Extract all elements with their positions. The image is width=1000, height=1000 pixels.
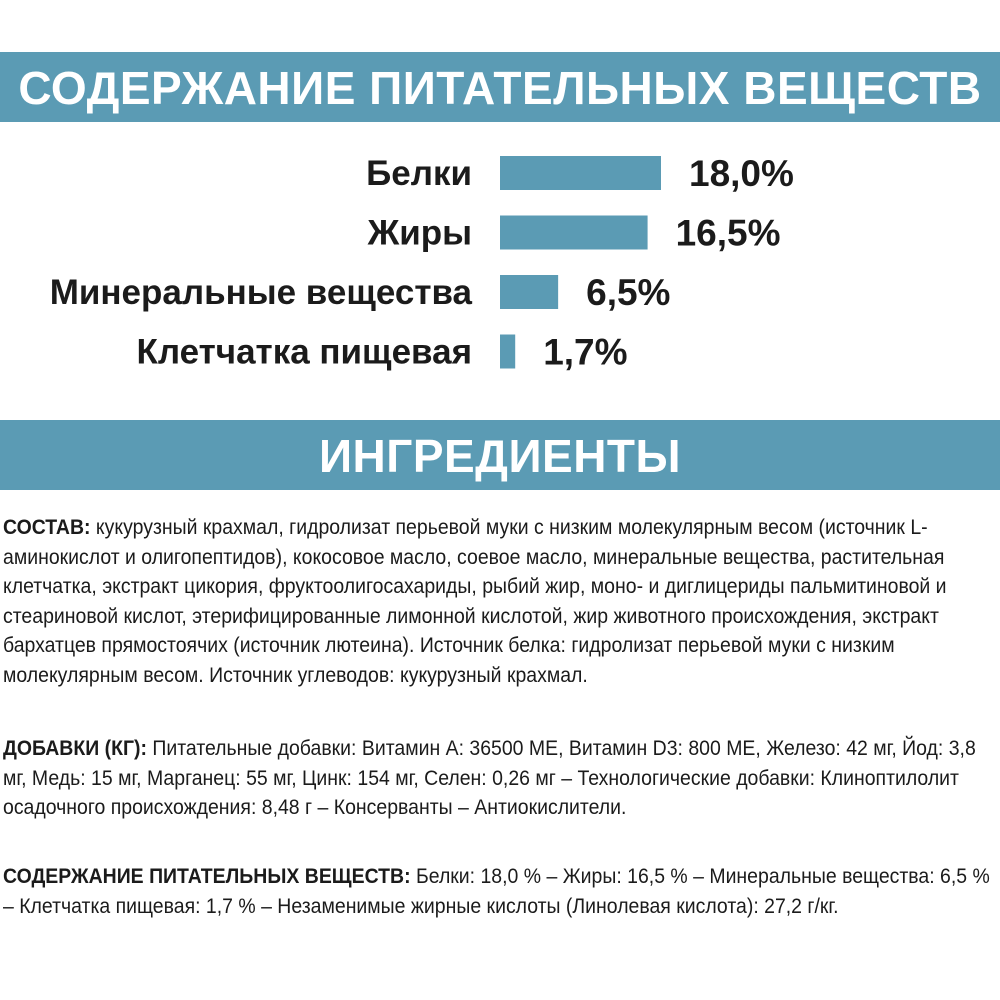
nutrient-bar — [500, 216, 648, 250]
value-label: 16,5% — [675, 212, 781, 254]
nutrients-banner: СОДЕРЖАНИЕ ПИТАТЕЛЬНЫХ ВЕЩЕСТВ — [0, 52, 1000, 122]
composition-label: СОСТАВ: — [3, 515, 91, 539]
value-label: 6,5% — [586, 272, 671, 313]
analysis-label: СОДЕРЖАНИЕ ПИТАТЕЛЬНЫХ ВЕЩЕСТВ: — [3, 864, 411, 888]
additives-paragraph — [3, 734, 994, 823]
composition-text: кукурузный крахмал, гидролизат перьевой муки с низким молекулярным весом (источник L-аминокислот и олигопептидов), кокосовое масло, соевое масло, минеральные вещества, растительная клетчатка, экстракт цикория, фруктоолигосахариды, рыбий жир, моно- и диглицериды пальмитиновой и стеариновой кислот, этерифицированные лимонной кислотой, жир животного происхождения, экстракт бархатцев прямостоячих (источник лютеина). Источник белка: гидролизат перьевой муки с низким молекулярным весом. Источник углеводов: кукурузный крахмал. — [3, 515, 947, 687]
category-label: Жиры — [367, 213, 472, 253]
ingredients-banner: ИНГРЕДИЕНТЫ — [0, 420, 1000, 490]
category-label: Белки — [366, 154, 472, 193]
additives-text: Питательные добавки: Витамин А: 36500 МЕ, Витамин D3: 800 МЕ, Железо: 42 мг, Йод: 3,8 мг, Медь: 15 мг, Марганец: 55 мг, Цинк: 154 мг, Селен: 0,26 мг – Технологические добавки: Клиноптилолит осадочного происхождения: 8,48 г – Консерванты – Антиокислители. — [3, 736, 976, 819]
category-label: Минеральные вещества — [49, 273, 472, 312]
composition-paragraph — [3, 513, 994, 690]
analysis-paragraph — [3, 862, 994, 921]
additives-label: ДОБАВКИ (КГ): — [3, 736, 147, 760]
value-label: 18,0% — [689, 153, 794, 194]
value-label: 1,7% — [543, 331, 628, 373]
nutrient-bar — [500, 335, 515, 369]
nutrient-bar — [500, 156, 661, 190]
analysis-text: Белки: 18,0 % – Жиры: 16,5 % – Минеральные вещества: 6,5 % – Клетчатка пищевая: 1,7 % – Незаменимые жирные кислоты (Линолевая кислота): 27,2 г/кг. — [3, 864, 990, 918]
nutrient-bar — [500, 275, 558, 309]
category-label: Клетчатка пищевая — [136, 332, 472, 372]
nutrient-bar-chart — [0, 140, 1000, 380]
